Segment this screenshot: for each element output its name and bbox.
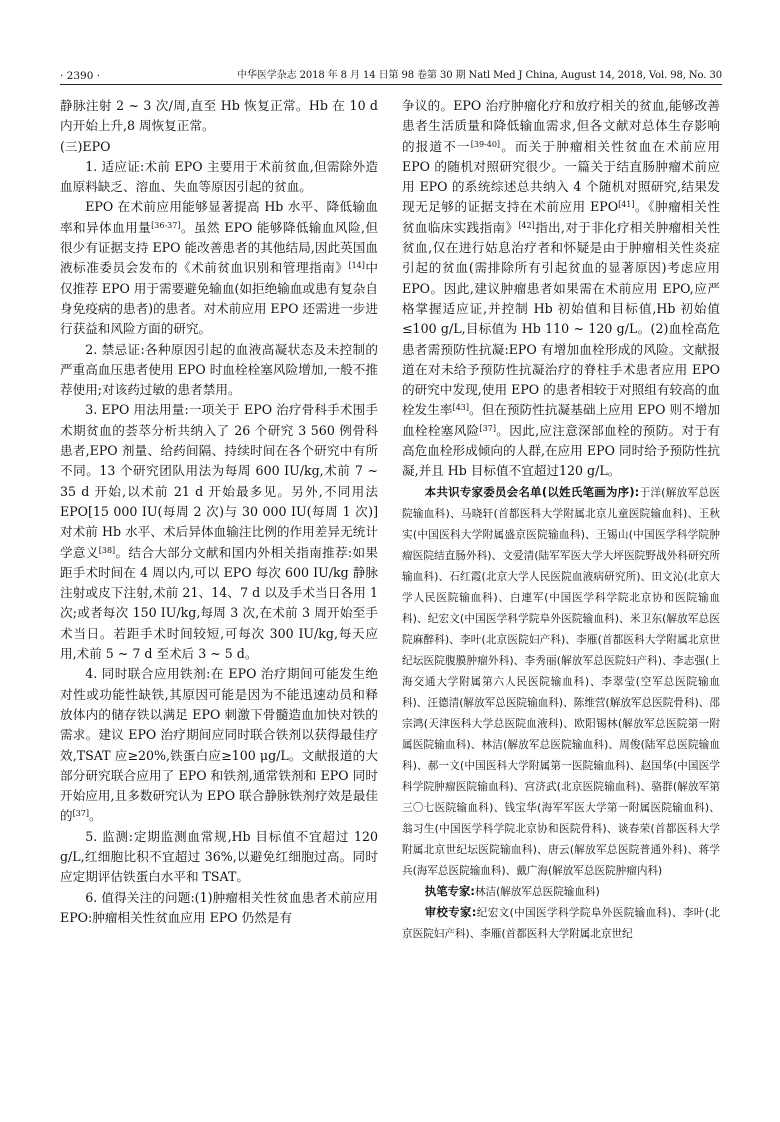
committee-heading: 本共识专家委员会名单 bbox=[424, 484, 542, 499]
paragraph-epo-indication: 1. 适应证:术前 EPO 主要用于术前贫血,但需除外造血原料缺乏、溶血、失血等原因引起的贫血。 bbox=[60, 158, 378, 195]
paragraph-epo-contraindication: 2. 禁忌证:各种原因引起的血液高凝状态及未控制的严重高血压患者使用 EPO 时血栓栓塞风险增加,一般不推荐使用;对该药过敏的患者禁用。 bbox=[60, 341, 378, 398]
citation: [43] bbox=[452, 403, 469, 413]
running-header bbox=[60, 68, 722, 85]
citation: [37] bbox=[72, 809, 90, 819]
right-column bbox=[402, 96, 720, 944]
citation: [41] bbox=[618, 200, 635, 210]
section-heading-epo: (三)EPO bbox=[60, 138, 111, 154]
paragraph-epo-monitoring: 5. 监测:定期监测血常规,Hb 目标值不宜超过 120 g/L,红细胞比积不宜超过 36%,以避免红细胞过高。同时应定期评估铁蛋白水平和 TSAT。 bbox=[60, 828, 378, 885]
citation: [38] bbox=[98, 545, 116, 555]
committee-list bbox=[402, 482, 720, 944]
committee-members: 本共识专家委员会名单(以姓氏笔画为序):于洋(解放军总医院输血科)、马晓轩(首都医科大学附属北京儿童医院输血科)、王秋实(中国医科大学附属盛京医院输血科)、王锡山(中国医学科学院肿瘤医院结直肠外科)、文爱清(陆军军医大学大坪医院野战外科研究所输血科)、石红霞(北京大学人民医院血液病研究所)、田文沁(北京大学人民医院输血科)、白連军(中国医学科学院北京协和医院输血科)、纪宏文(中国医学科学院阜外医院输血科)、米卫东(解放军总医院麻醉科)、李叶(北京医院妇产科)、李雁(首都医科大学附属北京世纪坛医院腹膜肿瘤外科)、李秀丽(解放军总医院妇产科)、李志强(上海交通大学附属第六人民医院输血科)、李翠莹(空军总医院输血科)、汪德清(解放军总医院输血科)、陈维营(解放军总医院骨科)、邵宗鸿(天津医科大学总医院血液科)、欧阳锡林(解放军总医院第一附属医院输血科)、林洁(解放军总医院输血科)、周俊(陆军总医院输血科)、郝一文(中国医科大学附属第一医院输血科)、赵国华(中国医学科学院肿瘤医院输血科)、宫济武(北京医院输血科)、骆群(解放军第三〇七医院输血科)、钱宝华(海军军医大学第一附属医院输血科)、翁习生(中国医学科学院北京协和医院骨科)、谈春荣(首都医科大学附属北京世纪坛医院输血科)、唐云(解放军总医院普通外科)、蒋学兵(海军总医院输血科)、戴广海(解放军总医院肿瘤内科) bbox=[402, 484, 720, 877]
paragraph-epo-iron: 4. 同时联合应用铁剂:在 EPO 治疗期间可能发生绝对性或功能性缺铁,其原因可能是因为不能迅速动员和释放体内的储存铁以满足 EPO 刺激下骨髓造血加快对铁的需求。建议 EPO 治疗期间应同时联合铁剂以获得最佳疗效,TSAT 应≥20%,铁蛋白应≥100 μg/L。文献报道的大部分研究联合应用了 EPO 和铁剂,通常铁剂和 EPO 同时开始应用,且多数研究认为 EPO 联合静脉铁剂疗效是最佳的[37]。 bbox=[60, 666, 378, 824]
paragraph-epo-effect: EPO 在术前应用能够显著提高 Hb 水平、降低输血率和异体血用量[36-37]。虽然 EPO 能够降低输血风险,但很少有证据支持 EPO 能改善患者的其他结局,因此英国血液标准委员会发布的《术前贫血识别和管理指南》[14]中仅推荐 EPO 用于需要避免输血(如拒绝输血或患有复杂自身免疫病的患者)的患者。对术前应用 EPO 还需进一步进行获益和风险方面的研究。 bbox=[60, 199, 379, 337]
executive-experts: 执笔专家:林洁(解放军总医院输血科) bbox=[424, 883, 600, 898]
reviewer-experts: 审校专家:纪宏文(中国医学科学院阜外医院输血科)、李叶(北京医院妇产科)、李雁(首都医科大学附属北京世纪 bbox=[402, 904, 720, 940]
page-number: · 2390 · bbox=[60, 70, 101, 82]
paragraph-iron-continued: 静脉注射 2 ~ 3 次/周,直至 Hb 恢复正常。Hb 在 10 d内开始上升,8 周恢复正常。 bbox=[60, 98, 378, 134]
paragraph-tumor-anemia: 争议的。EPO 治疗肿瘤化疗和放疗相关的贫血,能够改善患者生活质量和降低输血需求,但各文献对总体生存影响的报道不一[39-40]。而关于肿瘤相关性贫血在术前应用 EPO 的随机对照研究很少。一篇关于结直肠肿瘤术前应用 EPO 的系统综述总共纳入 4 个随机对照研究,结果发现无足够的证据支持在术前应用 EPO[41]。《肿瘤相关性贫血临床实践指南》[42]指出,对于非化疗相关肿瘤相关性贫血,仅在进行姑息治疗者和怀疑是由于肿瘤相关性炎症引起的贫血(需排除所有引起贫血的显著原因)考虑应用 EPO。因此,建议肿瘤患者如果需在术前应用 EPO,应严格掌握适应证,并控制 Hb 初始值和目标值,Hb 初始值≤100 g/L,目标值为 Hb 110 ~ 120 g/L。(2)血栓高危患者需预防性抗凝:EPO 有增加血栓形成的风险。文献报道在对未给予预防性抗凝治疗的脊柱手术患者应用 EPO 的研究中发现,使用 EPO 的患者相较于对照组有较高的血栓发生率[43]。但在预防性抗凝基础上应用 EPO 则不增加血栓栓塞风险[37]。因此,应注意深部血栓的预防。对于有高危血栓形成倾向的人群,在应用 EPO 同时给予预防性抗凝,并且 Hb 目标值不宜超过120 g/L。 bbox=[402, 98, 721, 479]
citation: [42] bbox=[518, 220, 535, 230]
journal-running-title: 中华医学杂志 2018 年 8 月 14 日第 98 卷第 30 期 Natl Med J China, August 14, 2018, Vol. 98, No. 30 bbox=[237, 70, 722, 81]
citation: [36-37] bbox=[151, 220, 181, 230]
citation: [37] bbox=[479, 423, 496, 433]
citation: [14] bbox=[348, 261, 365, 271]
left-column bbox=[60, 96, 378, 928]
paragraph-epo-dosage: 3. EPO 用法用量:一项关于 EPO 治疗骨科手术围手术期贫血的荟萃分析共纳入了 26 个研究 3 560 例骨科患者,EPO 剂量、给药间隔、持续时间在各个研究中有所不同。13 个研究团队用法为每周 600 IU/kg,术前 7 ~ 35 d 开始,以术前 21 d 开始最多见。另外,不同用法 EPO[15 000 IU(每周 2 次)与 30 000 IU(每周 1 次)]对术前 Hb 水平、术后异体血输注比例的作用差异无统计学意义[38]。结合大部分文献和国内外相关指南推荐:如果距手术时间在 4 周以内,可以 EPO 每次 600 IU/kg 静脉注射或皮下注射,术前 21、14、7 d 以及手术当日各用 1 次;或者每次 150 IU/kg,每周 3 次,在术前 3 周开始至手术当日。若距手术时间较短,可每次 300 IU/kg,每天应用,术前 5 ~ 7 d 至术后 3 ~ 5 d。 bbox=[60, 402, 379, 662]
citation: [39-40] bbox=[470, 139, 501, 149]
paragraph-epo-issues: 6. 值得关注的问题:(1)肿瘤相关性贫血患者术前应用 EPO:肿瘤相关性贫血应用 EPO 仍然是有 bbox=[60, 889, 378, 925]
